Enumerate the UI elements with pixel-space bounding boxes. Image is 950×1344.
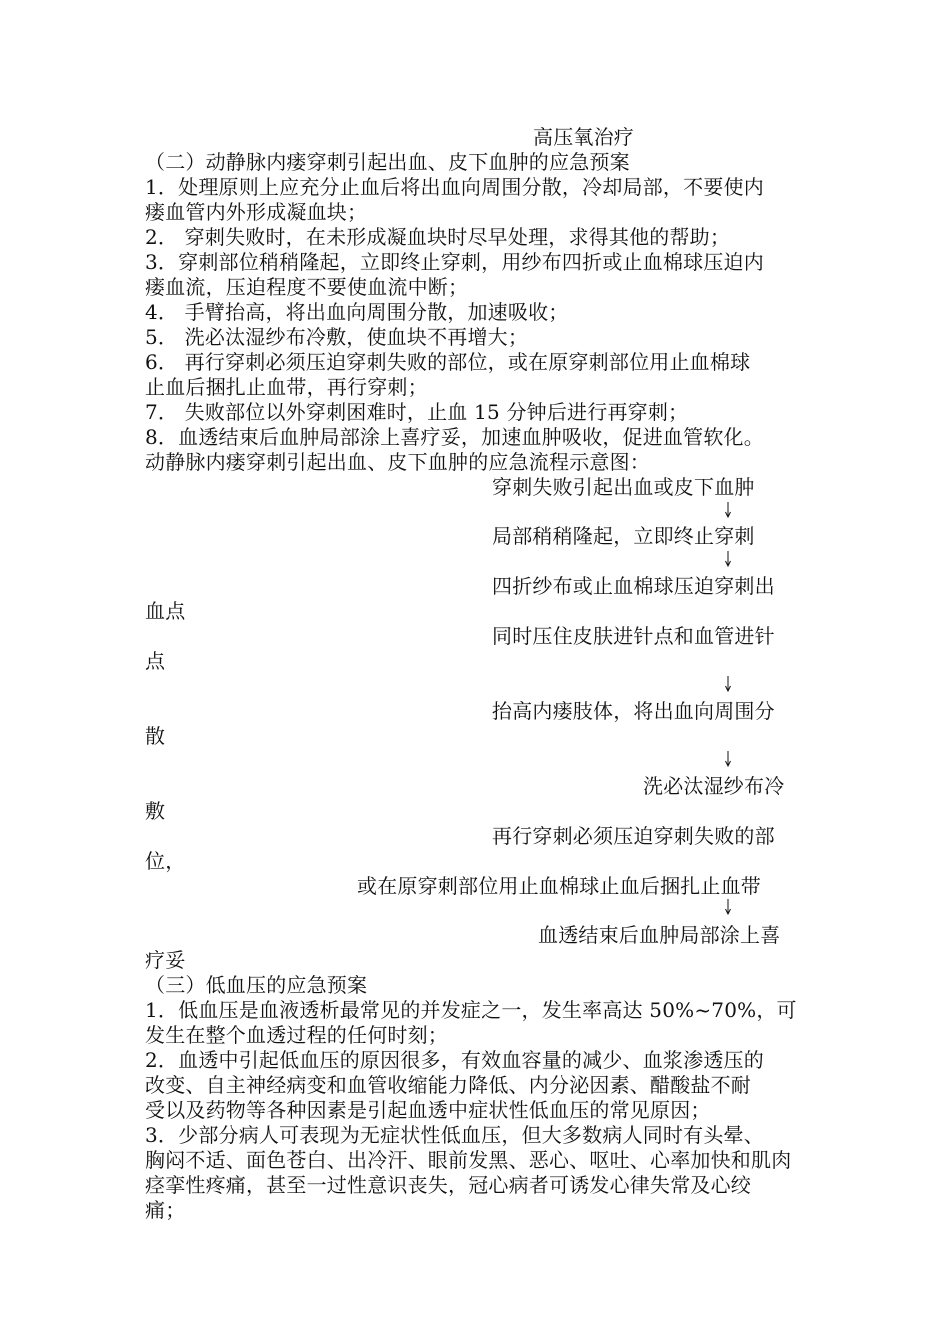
flow-step: 洗必汰湿纱布冷 — [643, 774, 785, 798]
paragraph-line: 1．处理原则上应充分止血后将出血向周围分散，冷却局部，不要使内 — [145, 175, 764, 199]
flow-step: 穿刺失败引起出血或皮下血肿 — [492, 475, 755, 499]
paragraph-line: 瘘血管内外形成凝血块； — [145, 200, 368, 224]
paragraph-line: 胸闷不适、面色苍白、出冷汗、眼前发黑、恶心、呕吐、心率加快和肌肉 — [145, 1148, 792, 1172]
paragraph-line: 改变、自主神经病变和血管收缩能力降低、内分泌因素、醋酸盐不耐 — [145, 1073, 751, 1097]
section-heading: （三）低血压的应急预案 — [145, 973, 368, 997]
paragraph-line: 7． 失败部位以外穿刺困难时，止血 15 分钟后进行再穿刺； — [145, 400, 689, 424]
paragraph-line: 4． 手臂抬高，将出血向周围分散，加速吸收； — [145, 300, 569, 324]
paragraph-line: 6． 再行穿刺必须压迫穿刺失败的部位，或在原穿刺部位用止血棉球 — [145, 350, 751, 374]
flow-step: 再行穿刺必须压迫穿刺失败的部 — [492, 824, 775, 848]
down-arrow-icon — [724, 676, 732, 692]
paragraph-line: 3．少部分病人可表现为无症状性低血压，但大多数病人同时有头晕、 — [145, 1123, 764, 1147]
paragraph-line: 瘘血流，压迫程度不要使血流中断； — [145, 275, 469, 299]
down-arrow-icon — [724, 899, 732, 915]
paragraph-line: 2．血透中引起低血压的原因很多，有效血容量的减少、血浆渗透压的 — [145, 1048, 764, 1072]
paragraph-line: 1．低血压是血液透析最常见的并发症之一，发生率高达 50%~70%，可 — [145, 998, 797, 1022]
paragraph-line: 8．血透结束后血肿局部涂上喜疗妥，加速血肿吸收，促进血管软化。 — [145, 425, 764, 449]
paragraph-line: 3．穿刺部位稍稍隆起，立即终止穿刺，用纱布四折或止血棉球压迫内 — [145, 250, 764, 274]
paragraph-line: 痛； — [145, 1198, 186, 1222]
paragraph-line: 痉挛性疼痛，甚至一过性意识丧失，冠心病者可诱发心律失常及心绞 — [145, 1173, 751, 1197]
flow-step: 局部稍稍隆起，立即终止穿刺 — [492, 524, 755, 548]
flow-step-continuation: 敷 — [145, 799, 166, 823]
flow-step: 抬高内瘘肢体，将出血向周围分 — [492, 699, 775, 723]
flow-step: 四折纱布或止血棉球压迫穿刺出 — [492, 574, 775, 598]
section-heading: （二）动静脉内瘘穿刺引起出血、皮下血肿的应急预案 — [145, 150, 630, 174]
paragraph-line: 5． 洗必汰湿纱布冷敷，使血块不再增大； — [145, 325, 529, 349]
flow-step: 或在原穿刺部位用止血棉球止血后捆扎止血带 — [357, 874, 761, 898]
paragraph-line: 2． 穿刺失败时，在未形成凝血块时尽早处理，求得其他的帮助； — [145, 225, 731, 249]
flow-step-continuation: 位， — [145, 849, 186, 873]
paragraph-line: 受以及药物等各种因素是引起血透中症状性低血压的常见原因； — [145, 1098, 711, 1122]
flow-step: 血透结束后血肿局部涂上喜 — [538, 923, 781, 947]
down-arrow-icon — [724, 751, 732, 767]
flow-step-continuation: 疗妥 — [145, 948, 186, 972]
page-title: 高压氧治疗 — [533, 125, 634, 149]
flow-step: 同时压住皮肤进针点和血管进针 — [492, 624, 775, 648]
down-arrow-icon — [724, 551, 732, 567]
flow-step-continuation: 点 — [145, 649, 166, 673]
paragraph-line: 发生在整个血透过程的任何时刻； — [145, 1023, 448, 1047]
flow-step-continuation: 血点 — [145, 599, 186, 623]
paragraph-line: 动静脉内瘘穿刺引起出血、皮下血肿的应急流程示意图： — [145, 450, 650, 474]
paragraph-line: 止血后捆扎止血带，再行穿刺； — [145, 375, 428, 399]
flow-step-continuation: 散 — [145, 724, 166, 748]
down-arrow-icon — [724, 502, 732, 518]
